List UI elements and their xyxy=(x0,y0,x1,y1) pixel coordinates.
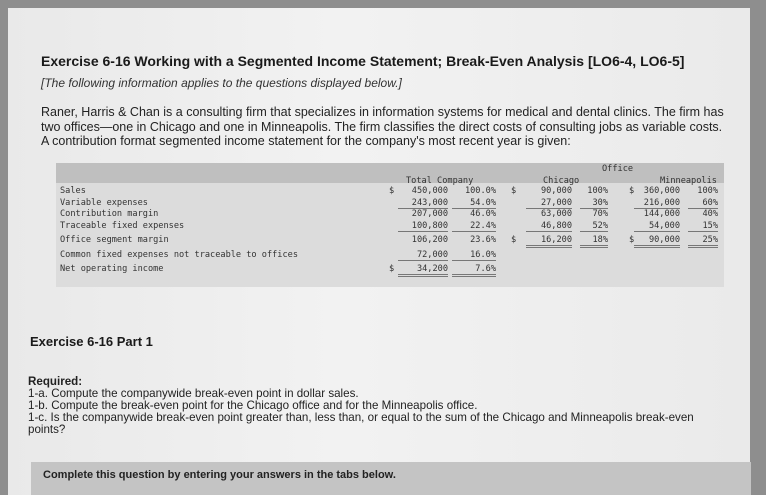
chicago-amount: 16,200 xyxy=(526,235,572,248)
table-row xyxy=(56,250,724,264)
row-label: Office segment margin xyxy=(60,235,169,245)
segmented-income-statement xyxy=(56,163,724,287)
minneapolis-percent: 40% xyxy=(702,209,718,219)
minneapolis-amount: 54,000 xyxy=(634,221,680,232)
tabs-instruction-bar xyxy=(31,462,751,495)
total-percent: 7.6% xyxy=(452,264,496,277)
chicago-dollar-sign: $ xyxy=(511,186,517,196)
chicago-percent: 100% xyxy=(587,186,608,196)
minneapolis-percent: 60% xyxy=(688,198,718,209)
row-label: Common fixed expenses not traceable to offices xyxy=(60,250,298,260)
chicago-amount: 63,000 xyxy=(540,209,572,219)
row-label: Net operating income xyxy=(60,264,164,274)
requirement-1a: 1-a. Compute the companywide break-even point in dollar sales. xyxy=(28,387,359,400)
chicago-percent: 30% xyxy=(580,198,608,209)
chicago-amount: 46,800 xyxy=(526,221,572,232)
total-percent: 23.6% xyxy=(470,235,496,245)
table-row xyxy=(56,221,724,235)
total-percent: 100.0% xyxy=(464,186,496,196)
chicago-percent: 70% xyxy=(592,209,608,219)
total-amount: 207,000 xyxy=(411,209,448,219)
requirement-1b: 1-b. Compute the break-even point for the Chicago office and for the Minneapolis office. xyxy=(28,399,478,412)
total-percent: 16.0% xyxy=(452,250,496,261)
part-title: Exercise 6-16 Part 1 xyxy=(30,334,153,349)
col-header-total: Total Company xyxy=(406,176,474,186)
minneapolis-dollar-sign: $ xyxy=(629,235,635,245)
minneapolis-percent: 25% xyxy=(688,235,718,248)
total-percent: 22.4% xyxy=(452,221,496,232)
total-dollar-sign: $ xyxy=(389,264,395,274)
minneapolis-percent: 100% xyxy=(697,186,718,196)
chicago-amount: 27,000 xyxy=(526,198,572,209)
exercise-subtitle: [The following information applies to the questions displayed below.] xyxy=(41,76,402,90)
total-amount: 34,200 xyxy=(398,264,448,277)
chicago-percent: 18% xyxy=(580,235,608,248)
chicago-amount: 90,000 xyxy=(540,186,572,196)
total-amount: 106,200 xyxy=(411,235,448,245)
exercise-title: Exercise 6-16 Working with a Segmented Income Statement; Break-Even Analysis [LO6-4, LO6-5] xyxy=(41,53,685,69)
minneapolis-amount: 360,000 xyxy=(643,186,680,196)
row-label: Traceable fixed expenses xyxy=(60,221,185,231)
row-label: Variable expenses xyxy=(60,198,148,208)
minneapolis-percent: 15% xyxy=(688,221,718,232)
minneapolis-amount: 90,000 xyxy=(634,235,680,248)
total-amount: 243,000 xyxy=(398,198,448,209)
required-label: Required: xyxy=(28,375,83,388)
total-amount: 450,000 xyxy=(411,186,448,196)
minneapolis-amount: 144,000 xyxy=(643,209,680,219)
col-header-chicago: Chicago xyxy=(543,176,580,186)
minneapolis-dollar-sign: $ xyxy=(629,186,635,196)
chicago-percent: 52% xyxy=(580,221,608,232)
col-header-minneapolis: Minneapolis xyxy=(660,176,717,186)
office-header: Office xyxy=(602,164,634,174)
row-label: Sales xyxy=(60,186,86,196)
minneapolis-amount: 216,000 xyxy=(634,198,680,209)
tabs-instruction: Complete this question by entering your answers in the tabs below. xyxy=(43,469,396,481)
total-percent: 46.0% xyxy=(470,209,496,219)
row-label: Contribution margin xyxy=(60,209,159,219)
requirement-1c: 1-c. Is the companywide break-even point greater than, less than, or equal to the sum of the Chicago and Minneapolis break-even points? xyxy=(28,411,694,436)
table-row xyxy=(56,235,724,249)
total-percent: 54.0% xyxy=(452,198,496,209)
total-dollar-sign: $ xyxy=(389,186,395,196)
total-amount: 72,000 xyxy=(398,250,448,261)
requirements xyxy=(28,376,728,436)
exercise-page xyxy=(8,8,750,495)
intro-paragraph: Raner, Harris & Chan is a consulting firm that specializes in information systems for medical and dental clinics. The firm has two offices—one in Chicago and one in Minneapolis. The firm classifies the direct costs of consulting jobs as variable costs. A contribution format segmented income statement for the company's most recent year is given: xyxy=(41,105,724,148)
table-row xyxy=(56,264,724,278)
total-amount: 100,800 xyxy=(398,221,448,232)
chicago-dollar-sign: $ xyxy=(511,235,517,245)
